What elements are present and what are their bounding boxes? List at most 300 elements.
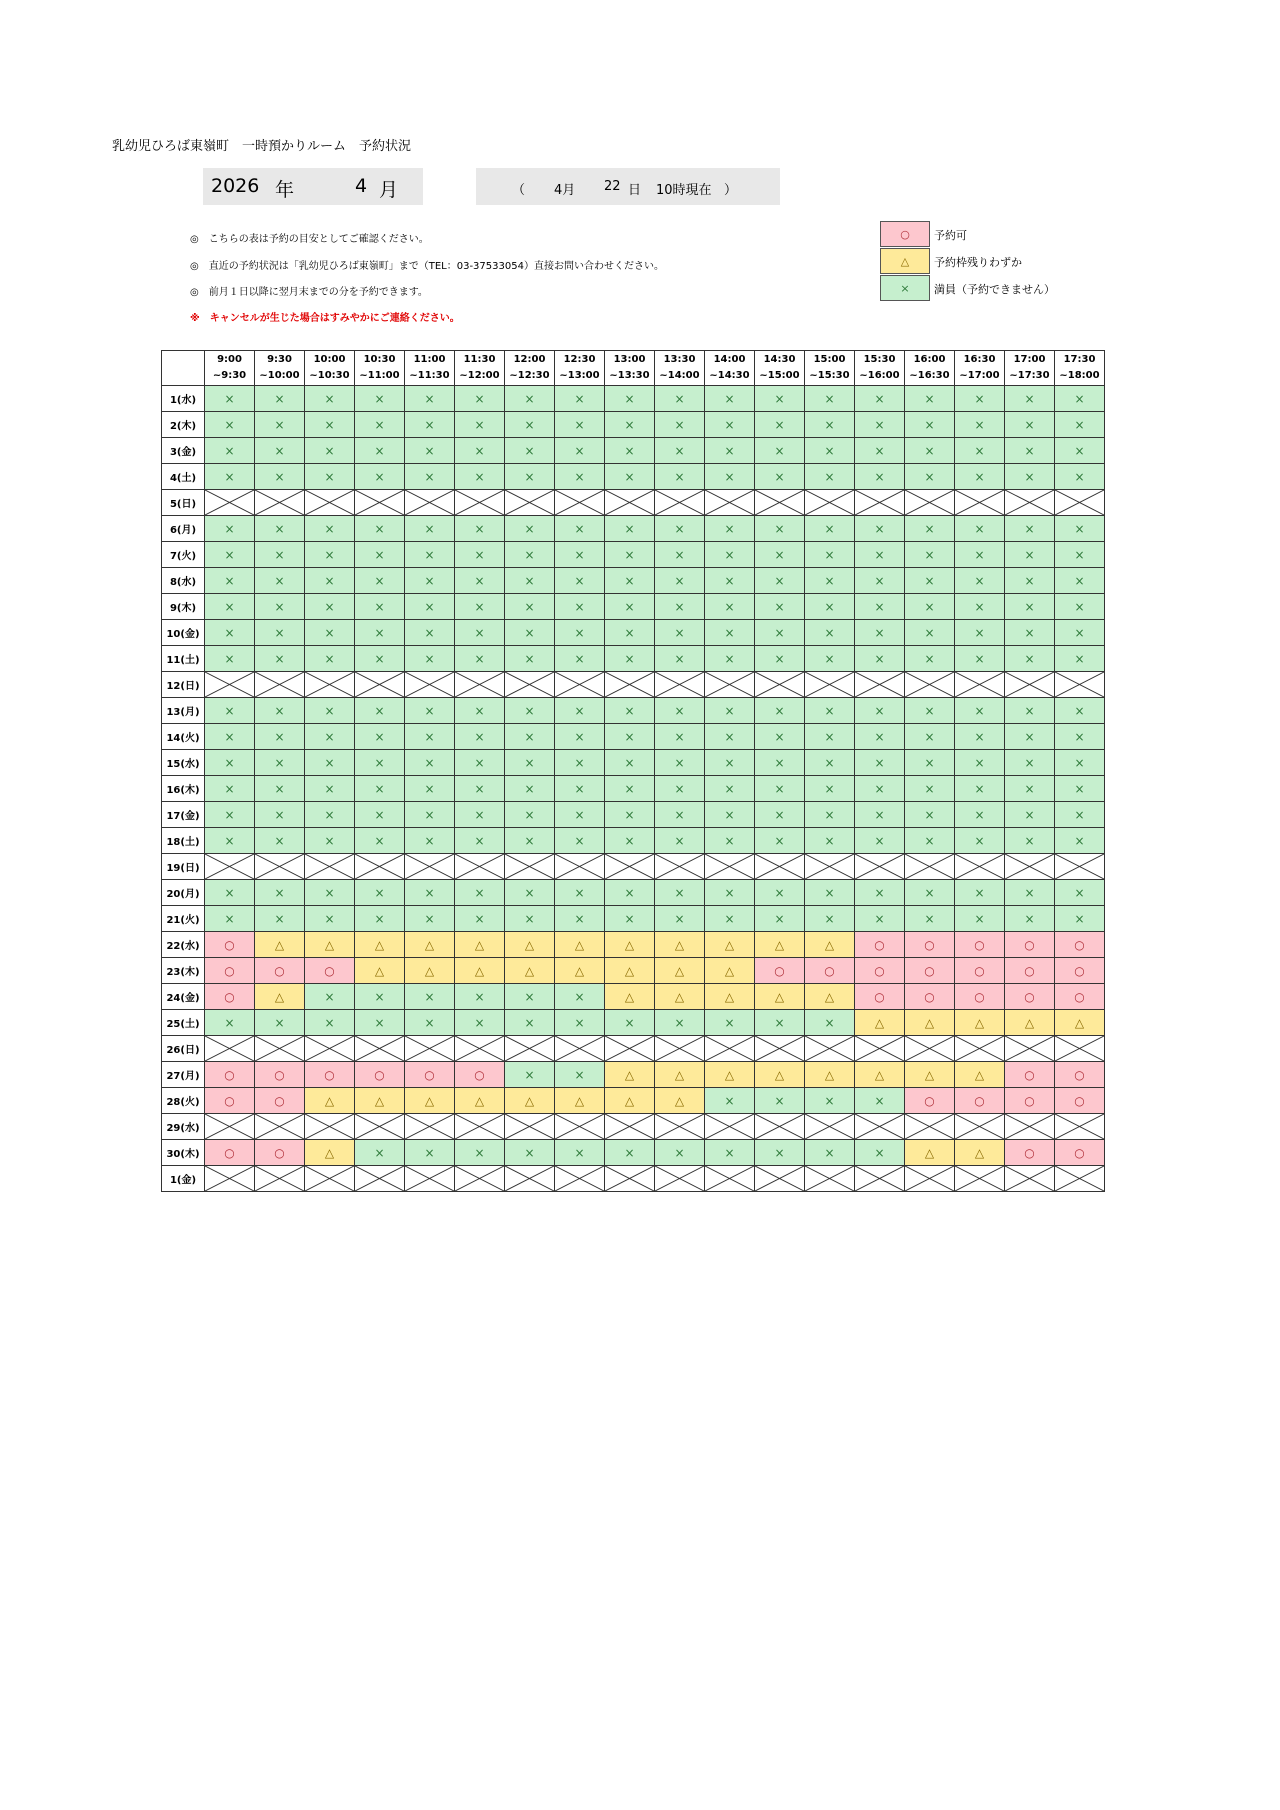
slot-full: × (705, 802, 755, 828)
slot-full: × (405, 776, 455, 802)
closed-cross-icon (655, 1114, 704, 1139)
slot-full: × (605, 646, 655, 672)
closed-cell (955, 1036, 1005, 1062)
slot-full: × (605, 802, 655, 828)
slot-full: × (755, 542, 805, 568)
slot-full: × (1055, 464, 1105, 490)
day-label: 16(木) (162, 776, 205, 802)
slot-full: × (255, 750, 305, 776)
closed-cross-icon (905, 672, 954, 697)
table-row (162, 984, 1105, 1010)
slot-full: × (1055, 750, 1105, 776)
time-slot-end: ~15:30 (809, 370, 850, 381)
table-row (162, 1088, 1105, 1114)
closed-cross-icon (1055, 1114, 1104, 1139)
closed-cell (555, 854, 605, 880)
slot-full: × (705, 880, 755, 906)
slot-available: ○ (1005, 1140, 1055, 1166)
slot-full: × (455, 776, 505, 802)
slot-full: × (855, 698, 905, 724)
closed-cross-icon (655, 490, 704, 515)
slot-full: × (805, 698, 855, 724)
day-label: 9(木) (162, 594, 205, 620)
slot-full: × (505, 828, 555, 854)
slot-full: × (1055, 802, 1105, 828)
slot-full: × (405, 802, 455, 828)
slot-full: × (505, 880, 555, 906)
day-label: 29(水) (162, 1114, 205, 1140)
closed-cross-icon (605, 490, 654, 515)
slot-full: × (955, 724, 1005, 750)
slot-full: × (655, 568, 705, 594)
closed-cross-icon (855, 1114, 904, 1139)
header-corner (162, 351, 205, 386)
time-slot-end: ~11:00 (359, 370, 400, 381)
slot-full: × (505, 906, 555, 932)
as-of-open-paren: （ (512, 183, 526, 198)
slot-available: ○ (305, 1062, 355, 1088)
table-row (162, 594, 1105, 620)
slot-full: × (1005, 386, 1055, 412)
day-label: 8(水) (162, 568, 205, 594)
day-label: 27(月) (162, 1062, 205, 1088)
closed-cell (205, 854, 255, 880)
table-row (162, 490, 1105, 516)
slot-full: × (655, 750, 705, 776)
slot-few-left: △ (855, 1010, 905, 1036)
closed-cell (705, 854, 755, 880)
closed-cell (855, 490, 905, 516)
closed-cell (505, 490, 555, 516)
closed-cross-icon (205, 854, 254, 879)
slot-full: × (1005, 906, 1055, 932)
closed-cross-icon (305, 672, 354, 697)
closed-cell (755, 490, 805, 516)
slot-available: ○ (905, 984, 955, 1010)
slot-full: × (555, 646, 605, 672)
slot-full: × (1005, 880, 1055, 906)
closed-cell (455, 1036, 505, 1062)
slot-few-left: △ (605, 958, 655, 984)
time-slot-header (605, 351, 655, 386)
slot-full: × (855, 412, 905, 438)
closed-cell (205, 672, 255, 698)
time-slot-end: ~16:30 (909, 370, 950, 381)
time-slot-header (855, 351, 905, 386)
slot-few-left: △ (505, 1088, 555, 1114)
closed-cell (355, 1114, 405, 1140)
slot-full: × (755, 568, 805, 594)
closed-cell (1005, 1036, 1055, 1062)
slot-full: × (805, 776, 855, 802)
slot-full: × (655, 620, 705, 646)
closed-cell (1055, 490, 1105, 516)
slot-available: ○ (1055, 958, 1105, 984)
slot-full: × (955, 464, 1005, 490)
closed-cross-icon (255, 1166, 304, 1191)
closed-cell (955, 854, 1005, 880)
slot-full: × (755, 412, 805, 438)
slot-full: × (355, 750, 405, 776)
slot-available: ○ (405, 1062, 455, 1088)
month-value: 4 (355, 175, 368, 197)
slot-full: × (405, 386, 455, 412)
slot-full: × (455, 1140, 505, 1166)
day-label: 28(火) (162, 1088, 205, 1114)
slot-few-left: △ (655, 1062, 705, 1088)
day-label: 20(月) (162, 880, 205, 906)
slot-full: × (855, 880, 905, 906)
slot-full: × (405, 620, 455, 646)
day-label: 25(土) (162, 1010, 205, 1036)
slot-available: ○ (205, 1062, 255, 1088)
closed-cell (755, 854, 805, 880)
slot-full: × (605, 568, 655, 594)
slot-full: × (705, 542, 755, 568)
time-slot-start: 13:00 (613, 354, 646, 365)
time-slot-header (255, 351, 305, 386)
slot-full: × (355, 594, 405, 620)
slot-full: × (1005, 802, 1055, 828)
slot-available: ○ (305, 958, 355, 984)
slot-full: × (655, 828, 705, 854)
time-slot-end: ~14:30 (709, 370, 750, 381)
closed-cell (805, 854, 855, 880)
closed-cross-icon (305, 1114, 354, 1139)
closed-cell (355, 854, 405, 880)
slot-available: ○ (1005, 1088, 1055, 1114)
closed-cross-icon (905, 490, 954, 515)
slot-full: × (705, 646, 755, 672)
closed-cell (405, 672, 455, 698)
slot-full: × (355, 1010, 405, 1036)
slot-full: × (955, 438, 1005, 464)
slot-full: × (805, 906, 855, 932)
slot-full: × (455, 906, 505, 932)
slot-full: × (655, 516, 705, 542)
closed-cell (255, 1114, 305, 1140)
slot-full: × (855, 568, 905, 594)
slot-full: × (655, 1140, 705, 1166)
slot-full: × (455, 568, 505, 594)
closed-cell (555, 1114, 605, 1140)
closed-cross-icon (355, 854, 404, 879)
slot-few-left: △ (805, 1062, 855, 1088)
slot-full: × (855, 620, 905, 646)
note-1: ◎ こちらの表は予約の目安としてご確認ください。 (190, 234, 429, 245)
time-slot-end: ~10:30 (309, 370, 350, 381)
closed-cell (955, 1114, 1005, 1140)
slot-full: × (755, 1140, 805, 1166)
slot-full: × (1005, 776, 1055, 802)
closed-cell (705, 1036, 755, 1062)
slot-available: ○ (255, 1140, 305, 1166)
slot-full: × (955, 698, 1005, 724)
slot-full: × (405, 906, 455, 932)
closed-cross-icon (805, 854, 854, 879)
slot-full: × (905, 412, 955, 438)
day-label: 2(木) (162, 412, 205, 438)
slot-full: × (955, 802, 1005, 828)
slot-full: × (855, 438, 905, 464)
closed-cell (205, 1166, 255, 1192)
closed-cell (655, 490, 705, 516)
slot-few-left: △ (905, 1062, 955, 1088)
slot-few-left: △ (655, 932, 705, 958)
closed-cross-icon (755, 1036, 804, 1061)
slot-full: × (655, 802, 705, 828)
slot-full: × (1055, 724, 1105, 750)
slot-full: × (855, 464, 905, 490)
closed-cell (1055, 1166, 1105, 1192)
slot-full: × (355, 802, 405, 828)
time-slot-start: 13:30 (663, 354, 696, 365)
slot-full: × (955, 906, 1005, 932)
slot-full: × (855, 386, 905, 412)
slot-full: × (605, 1010, 655, 1036)
page-title: 乳幼児ひろば東嶺町 一時預かりルーム 予約状況 (112, 139, 412, 154)
year-unit: 年 (275, 179, 295, 201)
slot-full: × (705, 594, 755, 620)
day-label: 1(水) (162, 386, 205, 412)
slot-available: ○ (1055, 1140, 1105, 1166)
slot-full: × (1005, 568, 1055, 594)
slot-full: × (405, 516, 455, 542)
slot-full: × (305, 776, 355, 802)
slot-full: × (355, 464, 405, 490)
slot-full: × (505, 750, 555, 776)
closed-cell (1005, 1166, 1055, 1192)
table-row (162, 1114, 1105, 1140)
closed-cell (855, 1114, 905, 1140)
closed-cross-icon (355, 1166, 404, 1191)
closed-cross-icon (255, 1114, 304, 1139)
slot-full: × (205, 438, 255, 464)
slot-full: × (255, 724, 305, 750)
closed-cross-icon (805, 1114, 854, 1139)
slot-full: × (355, 828, 405, 854)
slot-full: × (455, 542, 505, 568)
table-row (162, 1140, 1105, 1166)
closed-cell (705, 1166, 755, 1192)
slot-full: × (855, 1140, 905, 1166)
closed-cell (805, 1114, 855, 1140)
closed-cross-icon (605, 854, 654, 879)
slot-full: × (455, 724, 505, 750)
slot-few-left: △ (755, 932, 805, 958)
day-label: 6(月) (162, 516, 205, 542)
closed-cell (455, 490, 505, 516)
slot-full: × (805, 542, 855, 568)
day-label: 15(水) (162, 750, 205, 776)
closed-cell (205, 490, 255, 516)
slot-full: × (455, 464, 505, 490)
slot-full: × (855, 776, 905, 802)
slot-full: × (505, 1062, 555, 1088)
closed-cell (755, 1114, 805, 1140)
closed-cell (205, 1036, 255, 1062)
slot-available: ○ (955, 984, 1005, 1010)
slot-full: × (205, 1010, 255, 1036)
closed-cross-icon (1055, 1166, 1104, 1191)
slot-available: ○ (1005, 1062, 1055, 1088)
closed-cell (305, 854, 355, 880)
slot-full: × (455, 594, 505, 620)
slot-available: ○ (1055, 932, 1105, 958)
closed-cross-icon (655, 1166, 704, 1191)
closed-cross-icon (1005, 672, 1054, 697)
closed-cell (455, 854, 505, 880)
closed-cross-icon (405, 1114, 454, 1139)
slot-full: × (905, 906, 955, 932)
day-label: 14(火) (162, 724, 205, 750)
closed-cross-icon (455, 1036, 504, 1061)
closed-cross-icon (605, 1114, 654, 1139)
closed-cross-icon (855, 854, 904, 879)
slot-full: × (455, 828, 505, 854)
slot-full: × (505, 984, 555, 1010)
closed-cell (1005, 1114, 1055, 1140)
slot-full: × (805, 568, 855, 594)
closed-cell (705, 1114, 755, 1140)
slot-full: × (455, 646, 505, 672)
slot-full: × (1005, 620, 1055, 646)
slot-full: × (505, 698, 555, 724)
slot-full: × (205, 464, 255, 490)
slot-full: × (605, 516, 655, 542)
closed-cell (755, 1166, 805, 1192)
slot-full: × (905, 724, 955, 750)
slot-full: × (1005, 438, 1055, 464)
closed-cell (955, 490, 1005, 516)
slot-few-left: △ (405, 958, 455, 984)
slot-full: × (1055, 880, 1105, 906)
day-label: 5(日) (162, 490, 205, 516)
closed-cell (255, 1036, 305, 1062)
slot-full: × (1005, 724, 1055, 750)
slot-full: × (805, 646, 855, 672)
closed-cross-icon (655, 1036, 704, 1061)
slot-full: × (505, 412, 555, 438)
slot-full: × (755, 698, 805, 724)
closed-cell (205, 1114, 255, 1140)
slot-full: × (355, 984, 405, 1010)
legend-swatch-available: ○ (880, 221, 930, 247)
time-slot-end: ~16:00 (859, 370, 900, 381)
closed-cross-icon (655, 672, 704, 697)
closed-cell (355, 1166, 405, 1192)
closed-cross-icon (405, 672, 454, 697)
slot-few-left: △ (555, 958, 605, 984)
closed-cross-icon (605, 672, 654, 697)
slot-full: × (905, 828, 955, 854)
slot-available: ○ (205, 932, 255, 958)
closed-cross-icon (805, 1166, 854, 1191)
slot-full: × (905, 880, 955, 906)
slot-full: × (305, 750, 355, 776)
slot-full: × (705, 516, 755, 542)
closed-cross-icon (905, 1114, 954, 1139)
slot-full: × (405, 880, 455, 906)
slot-few-left: △ (605, 1062, 655, 1088)
slot-few-left: △ (455, 932, 505, 958)
slot-full: × (755, 906, 805, 932)
slot-full: × (555, 516, 605, 542)
closed-cell (305, 1036, 355, 1062)
slot-full: × (455, 750, 505, 776)
closed-cross-icon (255, 854, 304, 879)
slot-full: × (305, 568, 355, 594)
slot-full: × (705, 438, 755, 464)
slot-full: × (755, 516, 805, 542)
slot-full: × (905, 646, 955, 672)
slot-full: × (705, 750, 755, 776)
slot-full: × (655, 724, 705, 750)
closed-cross-icon (705, 1036, 754, 1061)
slot-full: × (705, 464, 755, 490)
slot-full: × (855, 906, 905, 932)
slot-full: × (955, 516, 1005, 542)
closed-cell (405, 1166, 455, 1192)
slot-few-left: △ (605, 1088, 655, 1114)
day-label: 1(金) (162, 1166, 205, 1192)
slot-full: × (905, 464, 955, 490)
slot-full: × (505, 724, 555, 750)
closed-cross-icon (805, 490, 854, 515)
slot-full: × (705, 828, 755, 854)
slot-full: × (405, 750, 455, 776)
reservation-table (161, 350, 1105, 1192)
closed-cross-icon (755, 1114, 804, 1139)
time-slot-header (355, 351, 405, 386)
closed-cell (805, 1166, 855, 1192)
slot-available: ○ (805, 958, 855, 984)
slot-few-left: △ (505, 932, 555, 958)
slot-few-left: △ (605, 932, 655, 958)
closed-cross-icon (455, 854, 504, 879)
day-label: 7(火) (162, 542, 205, 568)
slot-full: × (355, 412, 405, 438)
as-of-date-box (476, 168, 780, 205)
note-3: ◎ 前月１日以降に翌月末までの分を予約できます。 (190, 287, 428, 298)
closed-cross-icon (355, 1036, 404, 1061)
slot-full: × (205, 906, 255, 932)
day-label: 19(日) (162, 854, 205, 880)
slot-full: × (1055, 542, 1105, 568)
slot-full: × (955, 750, 1005, 776)
table-row (162, 1036, 1105, 1062)
closed-cell (855, 854, 905, 880)
slot-full: × (455, 386, 505, 412)
time-slot-start: 14:00 (713, 354, 746, 365)
day-label: 17(金) (162, 802, 205, 828)
slot-full: × (205, 412, 255, 438)
time-slot-start: 11:30 (463, 354, 496, 365)
slot-full: × (405, 464, 455, 490)
slot-full: × (205, 776, 255, 802)
time-slot-header (505, 351, 555, 386)
slot-available: ○ (1005, 932, 1055, 958)
slot-full: × (455, 984, 505, 1010)
closed-cross-icon (505, 1114, 554, 1139)
closed-cross-icon (555, 854, 604, 879)
slot-full: × (355, 438, 405, 464)
legend-swatch-full: × (880, 275, 930, 301)
slot-full: × (955, 568, 1005, 594)
time-slot-start: 12:30 (563, 354, 596, 365)
slot-full: × (905, 542, 955, 568)
table-row (162, 932, 1105, 958)
